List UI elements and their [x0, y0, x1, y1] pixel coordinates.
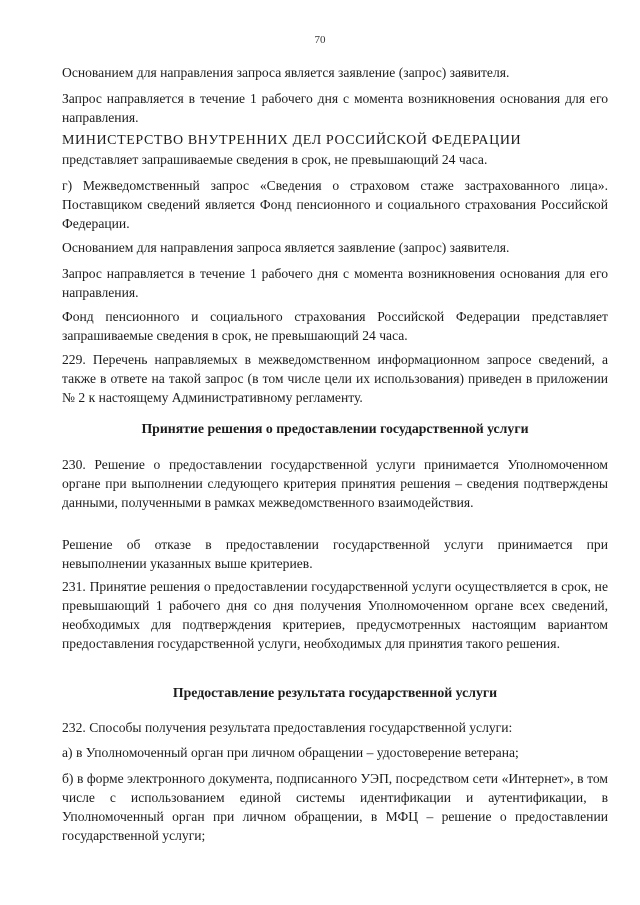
- page-number: 70: [314, 34, 326, 46]
- paragraph-229: 229. Перечень направляемых в межведомственном информационном запросе сведений, а также в ответе на такой запрос (в том числе цели их использования) приведен в приложении № 2 к настоящему Административному регламенту.: [62, 352, 608, 405]
- paragraph-pension-fund-deadline: Фонд пенсионного и социального страхования Российской Федерации представляет запрашиваемые сведения в срок, не превышающий 24 часа.: [62, 309, 608, 343]
- paragraph-ministry-name: МИНИСТЕРСТВО ВНУТРЕННИХ ДЕЛ РОССИЙСКОЙ ФЕДЕРАЦИИ: [62, 133, 522, 148]
- paragraph-232-a: а) в Уполномоченный орган при личном обращении – удостоверение ветерана;: [62, 745, 519, 760]
- paragraph-232-b: б) в форме электронного документа, подписанного УЭП, посредством сети «Интернет», в том числе с использованием единой системы идентификации и аутентификации, в Уполномоченный орган при личном обращении, в МФЦ – решение о предоставлении государственной услуги;: [62, 771, 608, 843]
- section-heading-decision: Принятие решения о предоставлении государственной услуги: [141, 421, 529, 436]
- paragraph-request-basis-2: Основанием для направления запроса является заявление (запрос) заявителя.: [62, 240, 510, 255]
- paragraph-request-timing-2: Запрос направляется в течение 1 рабочего дня с момента возникновения основания для его направления.: [62, 266, 608, 300]
- paragraph-230: 230. Решение о предоставлении государственной услуги принимается Уполномоченном органе при выполнении следующего критерия принятия решения – сведения подтверждены данными, полученными в рамках межведомственного взаимодействия.: [62, 457, 608, 510]
- paragraph-231: 231. Принятие решения о предоставлении государственной услуги осуществляется в срок, не превышающий 1 рабочего дня со дня получения Уполномоченном органе всех сведений, необходимых для подтверждения критериев, предусмотренных настоящим вариантом предоставления государственной услуги, необходимых для принятия такого решения.: [62, 579, 608, 651]
- section-heading-result: Предоставление результата государственной услуги: [172, 685, 498, 700]
- paragraph-ministry-deadline: представляет запрашиваемые сведения в срок, не превышающий 24 часа.: [62, 152, 488, 167]
- paragraph-request-timing-1: Запрос направляется в течение 1 рабочего дня с момента возникновения основания для его направления.: [62, 91, 608, 125]
- paragraph-request-basis-1: Основанием для направления запроса является заявление (запрос) заявителя.: [62, 65, 510, 80]
- paragraph-request-g: г) Межведомственный запрос «Сведения о страховом стаже застрахованного лица». Поставщиком сведений является Фонд пенсионного и социального страхования Российской Федерации.: [62, 178, 608, 231]
- paragraph-refusal: Решение об отказе в предоставлении государственной услуги принимается при невыполнении указанных выше критериев.: [62, 537, 608, 571]
- paragraph-232: 232. Способы получения результата предоставления государственной услуги:: [62, 720, 513, 735]
